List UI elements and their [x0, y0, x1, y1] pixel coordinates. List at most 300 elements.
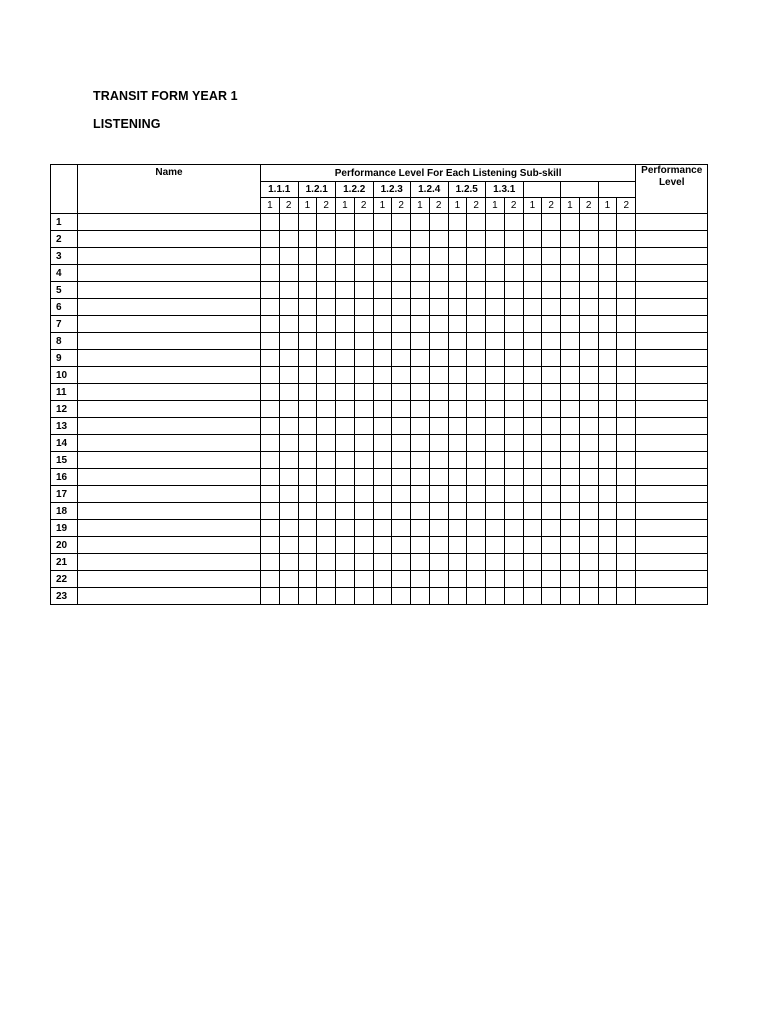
subskill-score-cell[interactable]: [336, 248, 355, 265]
subskill-score-cell[interactable]: [561, 554, 580, 571]
subskill-score-cell[interactable]: [261, 520, 280, 537]
subskill-score-cell[interactable]: [561, 503, 580, 520]
subskill-score-cell[interactable]: [261, 384, 280, 401]
subskill-score-cell[interactable]: [354, 435, 373, 452]
subskill-score-cell[interactable]: [467, 265, 486, 282]
subskill-score-cell[interactable]: [429, 537, 448, 554]
subskill-score-cell[interactable]: [429, 214, 448, 231]
subskill-score-cell[interactable]: [598, 333, 617, 350]
subskill-score-cell[interactable]: [561, 367, 580, 384]
name-cell[interactable]: [78, 231, 261, 248]
subskill-score-cell[interactable]: [336, 571, 355, 588]
subskill-score-cell[interactable]: [298, 469, 317, 486]
subskill-score-cell[interactable]: [467, 384, 486, 401]
subskill-score-cell[interactable]: [317, 367, 336, 384]
subskill-score-cell[interactable]: [448, 537, 467, 554]
subskill-score-cell[interactable]: [392, 401, 411, 418]
performance-level-cell[interactable]: [636, 554, 708, 571]
subskill-score-cell[interactable]: [354, 401, 373, 418]
subskill-score-cell[interactable]: [317, 571, 336, 588]
subskill-score-cell[interactable]: [279, 452, 298, 469]
subskill-score-cell[interactable]: [617, 554, 636, 571]
subskill-score-cell[interactable]: [542, 316, 561, 333]
subskill-score-cell[interactable]: [298, 265, 317, 282]
subskill-score-cell[interactable]: [504, 554, 523, 571]
subskill-score-cell[interactable]: [279, 299, 298, 316]
subskill-score-cell[interactable]: [298, 384, 317, 401]
subskill-score-cell[interactable]: [561, 265, 580, 282]
subskill-score-cell[interactable]: [523, 418, 542, 435]
subskill-score-cell[interactable]: [373, 350, 392, 367]
subskill-score-cell[interactable]: [561, 350, 580, 367]
performance-level-cell[interactable]: [636, 231, 708, 248]
subskill-score-cell[interactable]: [411, 435, 430, 452]
subskill-score-cell[interactable]: [504, 248, 523, 265]
subskill-score-cell[interactable]: [317, 384, 336, 401]
subskill-score-cell[interactable]: [448, 435, 467, 452]
performance-level-cell[interactable]: [636, 282, 708, 299]
subskill-score-cell[interactable]: [467, 418, 486, 435]
subskill-score-cell[interactable]: [448, 554, 467, 571]
subskill-score-cell[interactable]: [298, 231, 317, 248]
performance-level-cell[interactable]: [636, 418, 708, 435]
subskill-score-cell[interactable]: [542, 299, 561, 316]
subskill-score-cell[interactable]: [598, 265, 617, 282]
subskill-score-cell[interactable]: [261, 265, 280, 282]
subskill-score-cell[interactable]: [279, 384, 298, 401]
name-cell[interactable]: [78, 282, 261, 299]
subskill-score-cell[interactable]: [523, 299, 542, 316]
subskill-score-cell[interactable]: [373, 248, 392, 265]
subskill-score-cell[interactable]: [261, 367, 280, 384]
subskill-score-cell[interactable]: [373, 520, 392, 537]
subskill-score-cell[interactable]: [411, 520, 430, 537]
subskill-score-cell[interactable]: [448, 503, 467, 520]
subskill-score-cell[interactable]: [486, 571, 505, 588]
name-cell[interactable]: [78, 265, 261, 282]
subskill-score-cell[interactable]: [336, 401, 355, 418]
subskill-score-cell[interactable]: [317, 537, 336, 554]
subskill-score-cell[interactable]: [261, 435, 280, 452]
subskill-score-cell[interactable]: [523, 452, 542, 469]
subskill-score-cell[interactable]: [504, 316, 523, 333]
subskill-score-cell[interactable]: [561, 452, 580, 469]
performance-level-cell[interactable]: [636, 588, 708, 605]
subskill-score-cell[interactable]: [523, 486, 542, 503]
subskill-score-cell[interactable]: [504, 384, 523, 401]
performance-level-cell[interactable]: [636, 384, 708, 401]
subskill-score-cell[interactable]: [504, 418, 523, 435]
subskill-score-cell[interactable]: [579, 316, 598, 333]
subskill-score-cell[interactable]: [523, 282, 542, 299]
subskill-score-cell[interactable]: [448, 520, 467, 537]
subskill-score-cell[interactable]: [523, 265, 542, 282]
subskill-score-cell[interactable]: [579, 401, 598, 418]
subskill-score-cell[interactable]: [598, 588, 617, 605]
subskill-score-cell[interactable]: [448, 265, 467, 282]
subskill-score-cell[interactable]: [504, 452, 523, 469]
subskill-score-cell[interactable]: [598, 469, 617, 486]
subskill-score-cell[interactable]: [261, 401, 280, 418]
subskill-score-cell[interactable]: [561, 333, 580, 350]
subskill-score-cell[interactable]: [429, 265, 448, 282]
subskill-score-cell[interactable]: [261, 418, 280, 435]
subskill-score-cell[interactable]: [317, 316, 336, 333]
name-cell[interactable]: [78, 469, 261, 486]
subskill-score-cell[interactable]: [392, 571, 411, 588]
subskill-score-cell[interactable]: [486, 316, 505, 333]
subskill-score-cell[interactable]: [392, 265, 411, 282]
subskill-score-cell[interactable]: [392, 503, 411, 520]
subskill-score-cell[interactable]: [467, 401, 486, 418]
subskill-score-cell[interactable]: [579, 367, 598, 384]
subskill-score-cell[interactable]: [467, 554, 486, 571]
performance-level-cell[interactable]: [636, 401, 708, 418]
subskill-score-cell[interactable]: [317, 401, 336, 418]
subskill-score-cell[interactable]: [467, 282, 486, 299]
subskill-score-cell[interactable]: [448, 384, 467, 401]
subskill-score-cell[interactable]: [542, 435, 561, 452]
subskill-score-cell[interactable]: [542, 537, 561, 554]
subskill-score-cell[interactable]: [298, 299, 317, 316]
performance-level-cell[interactable]: [636, 469, 708, 486]
subskill-score-cell[interactable]: [411, 554, 430, 571]
subskill-score-cell[interactable]: [429, 350, 448, 367]
subskill-score-cell[interactable]: [429, 231, 448, 248]
subskill-score-cell[interactable]: [448, 571, 467, 588]
subskill-score-cell[interactable]: [579, 554, 598, 571]
subskill-score-cell[interactable]: [354, 214, 373, 231]
subskill-score-cell[interactable]: [579, 350, 598, 367]
subskill-score-cell[interactable]: [523, 520, 542, 537]
subskill-score-cell[interactable]: [429, 435, 448, 452]
subskill-score-cell[interactable]: [523, 231, 542, 248]
subskill-score-cell[interactable]: [411, 469, 430, 486]
subskill-score-cell[interactable]: [261, 588, 280, 605]
subskill-score-cell[interactable]: [298, 367, 317, 384]
subskill-score-cell[interactable]: [617, 520, 636, 537]
subskill-score-cell[interactable]: [429, 248, 448, 265]
subskill-score-cell[interactable]: [523, 537, 542, 554]
subskill-score-cell[interactable]: [579, 231, 598, 248]
name-cell[interactable]: [78, 588, 261, 605]
subskill-score-cell[interactable]: [354, 537, 373, 554]
subskill-score-cell[interactable]: [467, 248, 486, 265]
subskill-score-cell[interactable]: [504, 299, 523, 316]
subskill-score-cell[interactable]: [617, 231, 636, 248]
subskill-score-cell[interactable]: [336, 367, 355, 384]
subskill-score-cell[interactable]: [504, 469, 523, 486]
subskill-score-cell[interactable]: [373, 265, 392, 282]
subskill-score-cell[interactable]: [261, 452, 280, 469]
subskill-score-cell[interactable]: [542, 486, 561, 503]
subskill-score-cell[interactable]: [617, 503, 636, 520]
subskill-score-cell[interactable]: [467, 537, 486, 554]
subskill-score-cell[interactable]: [392, 537, 411, 554]
subskill-score-cell[interactable]: [279, 316, 298, 333]
subskill-score-cell[interactable]: [411, 333, 430, 350]
subskill-score-cell[interactable]: [467, 469, 486, 486]
subskill-score-cell[interactable]: [504, 486, 523, 503]
subskill-score-cell[interactable]: [617, 452, 636, 469]
subskill-score-cell[interactable]: [373, 435, 392, 452]
subskill-score-cell[interactable]: [504, 333, 523, 350]
subskill-score-cell[interactable]: [411, 316, 430, 333]
subskill-score-cell[interactable]: [298, 418, 317, 435]
name-cell[interactable]: [78, 316, 261, 333]
subskill-score-cell[interactable]: [336, 265, 355, 282]
subskill-score-cell[interactable]: [336, 214, 355, 231]
subskill-score-cell[interactable]: [317, 486, 336, 503]
subskill-score-cell[interactable]: [617, 350, 636, 367]
subskill-score-cell[interactable]: [448, 299, 467, 316]
subskill-score-cell[interactable]: [298, 537, 317, 554]
subskill-score-cell[interactable]: [298, 486, 317, 503]
subskill-score-cell[interactable]: [298, 435, 317, 452]
subskill-score-cell[interactable]: [279, 367, 298, 384]
performance-level-cell[interactable]: [636, 571, 708, 588]
subskill-score-cell[interactable]: [354, 316, 373, 333]
subskill-score-cell[interactable]: [373, 588, 392, 605]
subskill-score-cell[interactable]: [542, 367, 561, 384]
subskill-score-cell[interactable]: [542, 384, 561, 401]
subskill-score-cell[interactable]: [336, 418, 355, 435]
name-cell[interactable]: [78, 401, 261, 418]
subskill-score-cell[interactable]: [429, 384, 448, 401]
subskill-score-cell[interactable]: [354, 520, 373, 537]
name-cell[interactable]: [78, 384, 261, 401]
subskill-score-cell[interactable]: [373, 401, 392, 418]
subskill-score-cell[interactable]: [448, 350, 467, 367]
subskill-score-cell[interactable]: [429, 333, 448, 350]
subskill-score-cell[interactable]: [617, 384, 636, 401]
subskill-score-cell[interactable]: [486, 486, 505, 503]
subskill-score-cell[interactable]: [486, 401, 505, 418]
subskill-score-cell[interactable]: [504, 214, 523, 231]
subskill-score-cell[interactable]: [579, 588, 598, 605]
subskill-score-cell[interactable]: [279, 350, 298, 367]
subskill-score-cell[interactable]: [392, 486, 411, 503]
subskill-score-cell[interactable]: [617, 469, 636, 486]
subskill-score-cell[interactable]: [486, 452, 505, 469]
subskill-score-cell[interactable]: [429, 554, 448, 571]
subskill-score-cell[interactable]: [429, 316, 448, 333]
subskill-score-cell[interactable]: [317, 418, 336, 435]
subskill-score-cell[interactable]: [448, 469, 467, 486]
subskill-score-cell[interactable]: [392, 554, 411, 571]
subskill-score-cell[interactable]: [598, 537, 617, 554]
subskill-score-cell[interactable]: [336, 231, 355, 248]
subskill-score-cell[interactable]: [411, 231, 430, 248]
subskill-score-cell[interactable]: [467, 588, 486, 605]
subskill-score-cell[interactable]: [336, 486, 355, 503]
subskill-score-cell[interactable]: [354, 554, 373, 571]
subskill-score-cell[interactable]: [298, 588, 317, 605]
subskill-score-cell[interactable]: [354, 265, 373, 282]
subskill-score-cell[interactable]: [579, 503, 598, 520]
subskill-score-cell[interactable]: [373, 299, 392, 316]
subskill-score-cell[interactable]: [617, 418, 636, 435]
subskill-score-cell[interactable]: [279, 231, 298, 248]
subskill-score-cell[interactable]: [561, 401, 580, 418]
subskill-score-cell[interactable]: [373, 214, 392, 231]
subskill-score-cell[interactable]: [336, 282, 355, 299]
subskill-score-cell[interactable]: [261, 248, 280, 265]
subskill-score-cell[interactable]: [279, 282, 298, 299]
subskill-score-cell[interactable]: [504, 435, 523, 452]
subskill-score-cell[interactable]: [429, 299, 448, 316]
name-cell[interactable]: [78, 248, 261, 265]
subskill-score-cell[interactable]: [411, 418, 430, 435]
subskill-score-cell[interactable]: [298, 520, 317, 537]
subskill-score-cell[interactable]: [411, 384, 430, 401]
subskill-score-cell[interactable]: [279, 333, 298, 350]
subskill-score-cell[interactable]: [579, 384, 598, 401]
subskill-score-cell[interactable]: [392, 384, 411, 401]
subskill-score-cell[interactable]: [429, 571, 448, 588]
subskill-score-cell[interactable]: [298, 282, 317, 299]
subskill-score-cell[interactable]: [598, 350, 617, 367]
subskill-score-cell[interactable]: [598, 214, 617, 231]
subskill-score-cell[interactable]: [279, 401, 298, 418]
subskill-score-cell[interactable]: [411, 214, 430, 231]
subskill-score-cell[interactable]: [261, 282, 280, 299]
subskill-score-cell[interactable]: [392, 367, 411, 384]
subskill-score-cell[interactable]: [523, 214, 542, 231]
performance-level-cell[interactable]: [636, 503, 708, 520]
subskill-score-cell[interactable]: [298, 316, 317, 333]
subskill-score-cell[interactable]: [579, 537, 598, 554]
subskill-score-cell[interactable]: [542, 282, 561, 299]
subskill-score-cell[interactable]: [336, 554, 355, 571]
subskill-score-cell[interactable]: [354, 333, 373, 350]
subskill-score-cell[interactable]: [448, 333, 467, 350]
subskill-score-cell[interactable]: [486, 503, 505, 520]
subskill-score-cell[interactable]: [317, 231, 336, 248]
subskill-score-cell[interactable]: [598, 384, 617, 401]
subskill-score-cell[interactable]: [448, 316, 467, 333]
subskill-score-cell[interactable]: [486, 333, 505, 350]
subskill-score-cell[interactable]: [429, 588, 448, 605]
subskill-score-cell[interactable]: [504, 503, 523, 520]
subskill-score-cell[interactable]: [448, 452, 467, 469]
subskill-score-cell[interactable]: [598, 452, 617, 469]
name-cell[interactable]: [78, 214, 261, 231]
subskill-score-cell[interactable]: [392, 350, 411, 367]
subskill-score-cell[interactable]: [317, 503, 336, 520]
subskill-score-cell[interactable]: [467, 571, 486, 588]
subskill-score-cell[interactable]: [561, 571, 580, 588]
subskill-score-cell[interactable]: [617, 282, 636, 299]
subskill-score-cell[interactable]: [523, 367, 542, 384]
subskill-score-cell[interactable]: [298, 452, 317, 469]
subskill-score-cell[interactable]: [354, 231, 373, 248]
performance-level-cell[interactable]: [636, 452, 708, 469]
subskill-score-cell[interactable]: [617, 588, 636, 605]
subskill-score-cell[interactable]: [579, 299, 598, 316]
subskill-score-cell[interactable]: [261, 231, 280, 248]
name-cell[interactable]: [78, 333, 261, 350]
subskill-score-cell[interactable]: [279, 537, 298, 554]
subskill-score-cell[interactable]: [504, 520, 523, 537]
name-cell[interactable]: [78, 503, 261, 520]
subskill-score-cell[interactable]: [486, 435, 505, 452]
subskill-score-cell[interactable]: [448, 588, 467, 605]
subskill-score-cell[interactable]: [448, 486, 467, 503]
name-cell[interactable]: [78, 350, 261, 367]
subskill-score-cell[interactable]: [467, 435, 486, 452]
subskill-score-cell[interactable]: [617, 214, 636, 231]
subskill-score-cell[interactable]: [467, 503, 486, 520]
subskill-score-cell[interactable]: [617, 316, 636, 333]
subskill-score-cell[interactable]: [598, 231, 617, 248]
subskill-score-cell[interactable]: [354, 367, 373, 384]
subskill-score-cell[interactable]: [579, 571, 598, 588]
performance-level-cell[interactable]: [636, 214, 708, 231]
subskill-score-cell[interactable]: [298, 350, 317, 367]
performance-level-cell[interactable]: [636, 333, 708, 350]
subskill-score-cell[interactable]: [392, 231, 411, 248]
subskill-score-cell[interactable]: [579, 333, 598, 350]
subskill-score-cell[interactable]: [467, 486, 486, 503]
subskill-score-cell[interactable]: [542, 418, 561, 435]
subskill-score-cell[interactable]: [448, 401, 467, 418]
subskill-score-cell[interactable]: [336, 452, 355, 469]
subskill-score-cell[interactable]: [354, 248, 373, 265]
subskill-score-cell[interactable]: [561, 316, 580, 333]
subskill-score-cell[interactable]: [504, 571, 523, 588]
subskill-score-cell[interactable]: [542, 231, 561, 248]
subskill-score-cell[interactable]: [486, 469, 505, 486]
subskill-score-cell[interactable]: [373, 367, 392, 384]
subskill-score-cell[interactable]: [373, 503, 392, 520]
subskill-score-cell[interactable]: [354, 299, 373, 316]
subskill-score-cell[interactable]: [392, 214, 411, 231]
name-cell[interactable]: [78, 554, 261, 571]
subskill-score-cell[interactable]: [579, 469, 598, 486]
subskill-score-cell[interactable]: [561, 248, 580, 265]
subskill-score-cell[interactable]: [504, 537, 523, 554]
subskill-score-cell[interactable]: [523, 571, 542, 588]
subskill-score-cell[interactable]: [392, 282, 411, 299]
subskill-score-cell[interactable]: [298, 503, 317, 520]
subskill-score-cell[interactable]: [467, 367, 486, 384]
subskill-score-cell[interactable]: [542, 588, 561, 605]
subskill-score-cell[interactable]: [354, 588, 373, 605]
subskill-score-cell[interactable]: [373, 333, 392, 350]
subskill-score-cell[interactable]: [429, 452, 448, 469]
subskill-score-cell[interactable]: [542, 452, 561, 469]
subskill-score-cell[interactable]: [392, 452, 411, 469]
subskill-score-cell[interactable]: [542, 503, 561, 520]
subskill-score-cell[interactable]: [373, 571, 392, 588]
subskill-score-cell[interactable]: [598, 571, 617, 588]
subskill-score-cell[interactable]: [279, 520, 298, 537]
subskill-score-cell[interactable]: [317, 452, 336, 469]
subskill-score-cell[interactable]: [598, 520, 617, 537]
subskill-score-cell[interactable]: [598, 435, 617, 452]
subskill-score-cell[interactable]: [598, 299, 617, 316]
subskill-score-cell[interactable]: [561, 418, 580, 435]
subskill-score-cell[interactable]: [467, 316, 486, 333]
subskill-score-cell[interactable]: [317, 333, 336, 350]
subskill-score-cell[interactable]: [523, 248, 542, 265]
subskill-score-cell[interactable]: [579, 282, 598, 299]
subskill-score-cell[interactable]: [486, 282, 505, 299]
subskill-score-cell[interactable]: [448, 231, 467, 248]
subskill-score-cell[interactable]: [429, 503, 448, 520]
subskill-score-cell[interactable]: [429, 486, 448, 503]
